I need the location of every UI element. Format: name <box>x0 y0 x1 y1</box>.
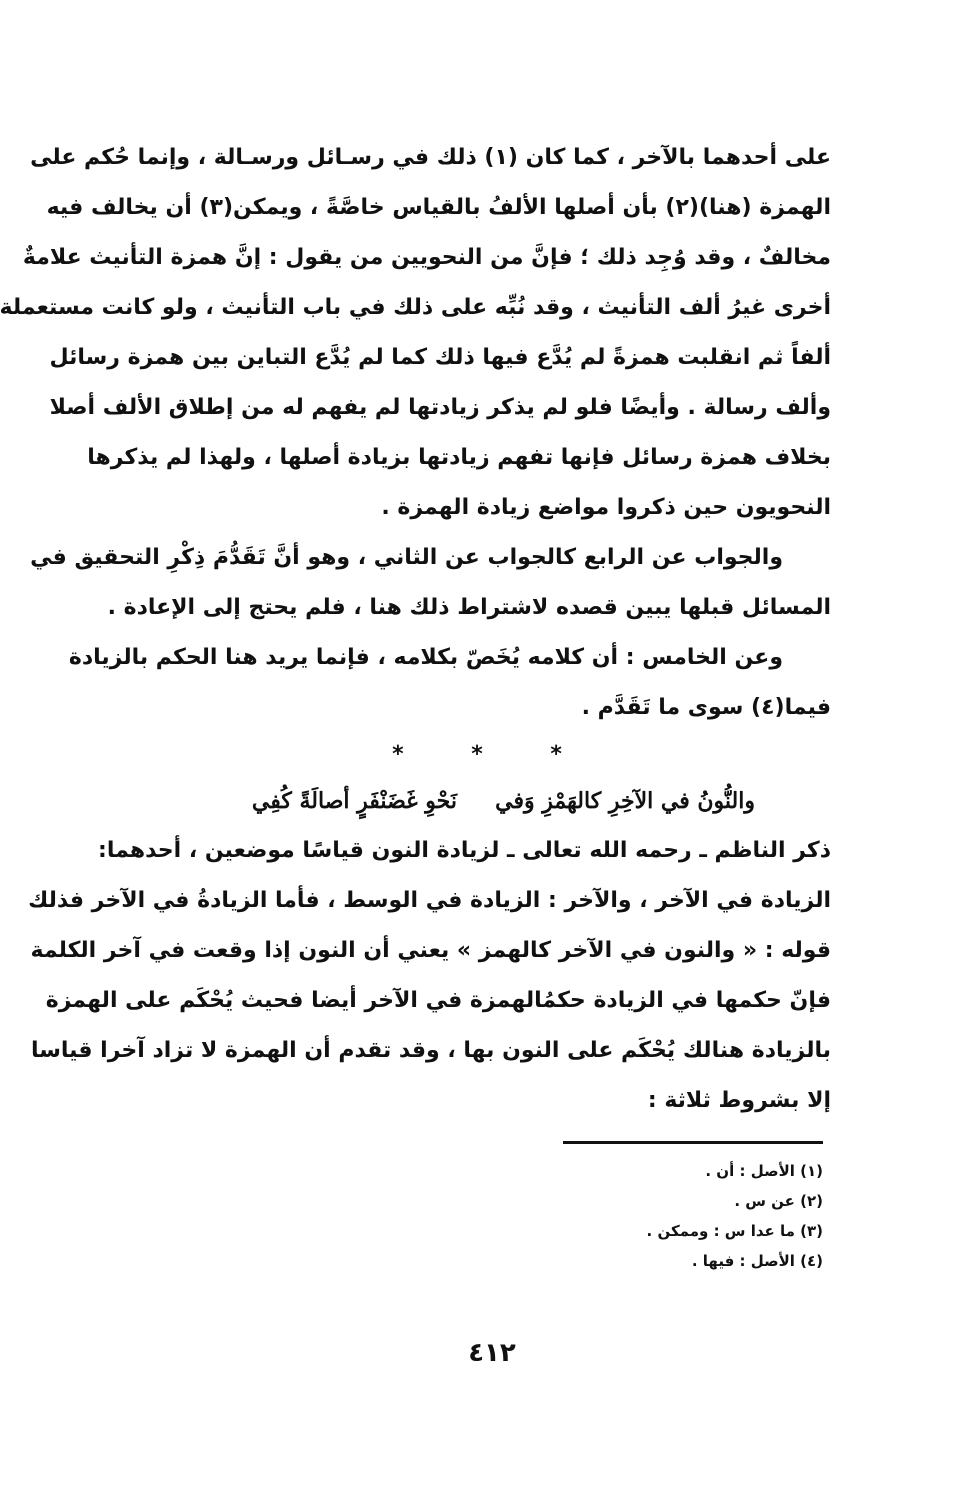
text-line: ذكر الناظم ـ رحمه الله تعالى ـ لزيادة النون قياسًا موضعين ، أحدهما: <box>98 838 831 863</box>
footnote-divider <box>563 1141 823 1144</box>
text-line: الهمزة (هنا)(٢) بأن أصلها الألفُ بالقياس خاصَّةً ، ويمكن(٣) أن يخالف فيه <box>46 195 831 220</box>
verse-second-hemistich: نَحْوِ غَضَنْفَرٍ أصالَةً كُفِي <box>251 788 457 814</box>
text-line: ألفاً ثم انقلبت همزةً لم يُدَّع فيها ذلك كما لم يُدَّع التباين بين همزة رسائل <box>49 345 831 370</box>
footnote: (٢) عن س . <box>734 1192 823 1210</box>
page-number: ٤١٢ <box>468 1338 516 1368</box>
text-line: وألف رسالة . وأيضًا فلو لم يذكر زيادتها لم يفهم له من إطلاق الألف أصلا <box>49 395 831 420</box>
text-line: على أحدهما بالآخر ، كما كان (١) ذلك في رسـائل ورسـالة ، وإنما حُكم على <box>30 145 831 170</box>
text-line: بالزيادة هنالك يُحْكَم على النون بها ، وقد تقدم أن الهمزة لا تزاد آخرا قياسا <box>30 1038 831 1063</box>
footnote: (٣) ما عدا س : وممكن . <box>646 1222 823 1240</box>
text-line: وعن الخامس : أن كلامه يُخَصّ بكلامه ، فإنما يريد هنا الحكم بالزيادة <box>68 645 783 670</box>
text-line: مخالفٌ ، وقد وُجِد ذلك ؛ فإنَّ من النحويين من يقول : إنَّ همزة التأنيث علامةٌ <box>22 245 831 270</box>
text-line: النحويون حين ذكروا مواضع زيادة الهمزة . <box>381 495 831 520</box>
text-line: المسائل قبلها يبين قصده لاشتراط ذلك هنا ، فلم يحتج إلى الإعادة . <box>107 595 831 620</box>
footnote: (١) الأصل : أن . <box>705 1162 823 1180</box>
text-line: الزيادة في الآخر ، والآخر : الزيادة في الوسط ، فأما الزيادةُ في الآخر فذلك <box>28 888 831 913</box>
section-separator: * * * <box>392 742 592 767</box>
footnote: (٤) الأصل : فيها . <box>691 1252 823 1270</box>
text-line: فيما(٤) سوى ما تَقَدَّم . <box>581 695 831 720</box>
verse-first-hemistich: والنُّونُ في الآخِرِ كالهَمْزِ وَفي <box>495 788 755 814</box>
text-line: أخرى غيرُ ألف التأنيث ، وقد نُبِّه على ذلك في باب التأنيث ، ولو كانت مستعملة <box>0 295 831 320</box>
text-line: قوله : « والنون في الآخر كالهمز » يعني أن النون إذا وقعت في آخر الكلمة <box>30 938 831 963</box>
text-line: فإنّ حكمها في الزيادة حكمُالهمزة في الآخر أيضا فحيث يُحْكَم على الهمزة <box>45 988 831 1013</box>
text-line: والجواب عن الرابع كالجواب عن الثاني ، وهو أنَّ تَقَدُّمَ ذِكْرِ التحقيق في <box>30 545 783 570</box>
text-line: إلا بشروط ثلاثة : <box>647 1088 831 1113</box>
text-line: بخلاف همزة رسائل فإنها تفهم زيادتها بزيادة أصلها ، ولهذا لم يذكرها <box>87 445 831 470</box>
